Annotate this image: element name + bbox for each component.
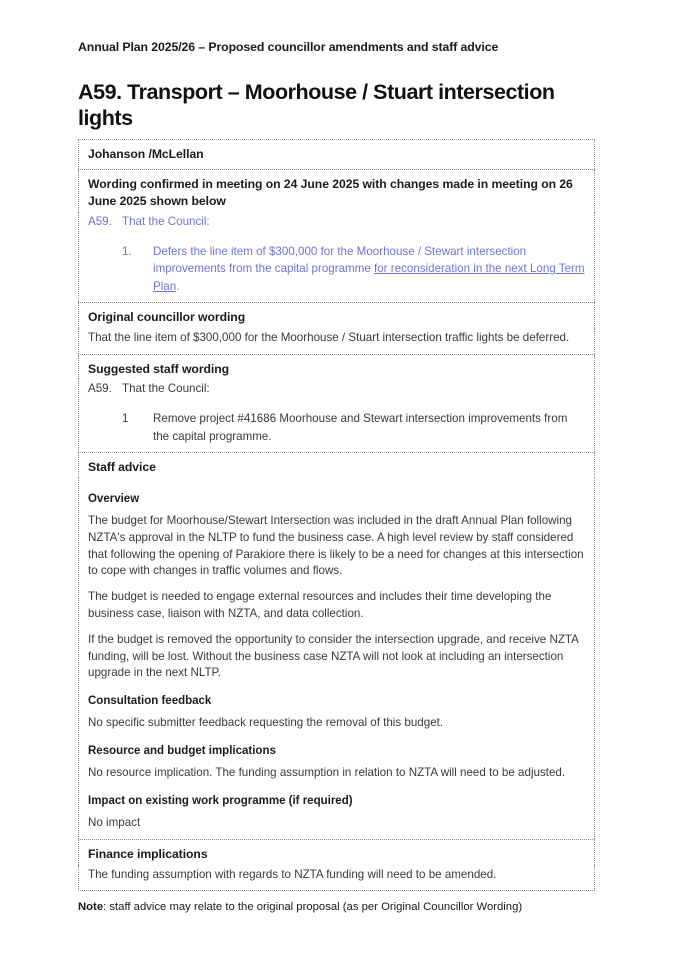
- finance-implications-text: The funding assumption with regards to NZTA funding will need to be amended.: [88, 867, 497, 881]
- confirmed-resolution-leadin-text: That the Council:: [122, 215, 210, 229]
- confirmed-resolution-ref: A59.: [88, 215, 112, 229]
- confirmed-item-plain: Defers the line item of $300,000 for the Moorhouse / Stewart intersection improvements from the capital programme: [153, 244, 527, 276]
- document-header-line: Annual Plan 2025/26 – Proposed councillor amendments and staff advice: [78, 40, 499, 54]
- footer-note: [78, 900, 522, 916]
- suggested-resolution-item-number: 1: [122, 412, 129, 426]
- table-row-suggested-heading: [79, 354, 595, 379]
- finance-implications-cell: [79, 865, 595, 891]
- overview-paragraph-3: If the budget is removed the opportunity to consider the intersection upgrade, and receive NZTA funding, will be lost. Without the business case NZTA will not look at including an intersection upgrade in the next NLTP.: [88, 632, 579, 680]
- staff-advice-cell: [79, 478, 595, 839]
- confirmed-item-underlined: for reconsideration in the next Long Term Plan: [153, 262, 585, 293]
- suggested-resolution-item-text: Remove project #41686 Moorhouse and Stewart intersection improvements from the capital programme.: [153, 412, 568, 443]
- confirmed-resolution-leadin: [88, 214, 585, 231]
- table-row-finance-text: [79, 865, 595, 891]
- confirmed-resolution-item-number: 1.: [122, 244, 132, 258]
- suggested-resolution-item: [88, 410, 585, 445]
- overview-paragraph-2: The budget is needed to engage external resources and includes their time developing the business case, liaison with NZTA, and data collection.: [88, 590, 552, 620]
- original-wording-cell: [79, 328, 595, 354]
- movers-cell: Johanson /McLellan: [79, 139, 595, 170]
- original-wording-text: That the line item of $300,000 for the Moorhouse / Stuart intersection traffic lights be deferred.: [88, 330, 570, 344]
- confirmed-item-tail: .: [176, 279, 180, 293]
- staff-advice-heading: Staff advice: [88, 460, 156, 475]
- resource-budget-text: No resource implication. The funding assumption in relation to NZTA will need to be adjusted.: [88, 766, 566, 780]
- resource-budget-heading: Resource and budget implications: [88, 745, 276, 758]
- table-row-confirmed-heading: [79, 170, 595, 212]
- suggested-wording-heading: Suggested staff wording: [88, 361, 230, 376]
- table-row-staff-advice-body: [79, 478, 595, 839]
- overview-paragraph-1: The budget for Moorhouse/Stewart Intersection was included in the draft Annual Plan following NZTA's approval in the NLTP to fund the business case. A high level review by staff considered that following the opening of Parakiore there is likely to be a need for changes at this intersection to cope with changes in traffic volumes and flows.: [88, 513, 584, 578]
- amendment-table: [78, 139, 595, 892]
- suggested-resolution-leadin: [88, 381, 585, 398]
- overview-heading: Overview: [88, 492, 140, 505]
- confirmed-resolution-item: [88, 243, 585, 295]
- table-row-original-text: [79, 328, 595, 354]
- table-row-confirmed-resolution: [79, 212, 595, 302]
- suggested-resolution-cell: [79, 379, 595, 452]
- table-row-movers: [79, 139, 595, 170]
- table-row-original-heading: [79, 303, 595, 328]
- table-row-finance-heading: [79, 839, 595, 864]
- suggested-resolution-leadin-text: That the Council:: [122, 382, 210, 396]
- impact-work-programme-text: No impact: [88, 816, 141, 830]
- original-wording-heading: Original councillor wording: [88, 310, 246, 325]
- confirmed-resolution-item-text: [153, 243, 585, 295]
- confirmed-resolution-cell: [79, 212, 595, 302]
- table-row-staff-advice-heading: [79, 453, 595, 478]
- footer-note-text: : staff advice may relate to the original proposal (as per Original Councillor Wording): [103, 901, 523, 913]
- suggested-resolution-block: [88, 381, 585, 445]
- page-title: A59. Transport – Moorhouse / Stuart intersection lights: [78, 79, 555, 130]
- finance-implications-heading: Finance implications: [88, 846, 208, 861]
- consultation-feedback-text: No specific submitter feedback requesting the removal of this budget.: [88, 716, 444, 730]
- table-row-suggested-resolution: [79, 379, 595, 452]
- impact-work-programme-heading: Impact on existing work programme (if required): [88, 794, 353, 807]
- confirmed-resolution-block: [88, 214, 585, 295]
- suggested-resolution-ref: A59.: [88, 382, 112, 396]
- footer-note-label: Note: [78, 901, 104, 913]
- confirmed-wording-heading: Wording confirmed in meeting on 24 June 2025 with changes made in meeting on 26 June 2025 shown below: [88, 177, 573, 209]
- consultation-feedback-heading: Consultation feedback: [88, 695, 212, 708]
